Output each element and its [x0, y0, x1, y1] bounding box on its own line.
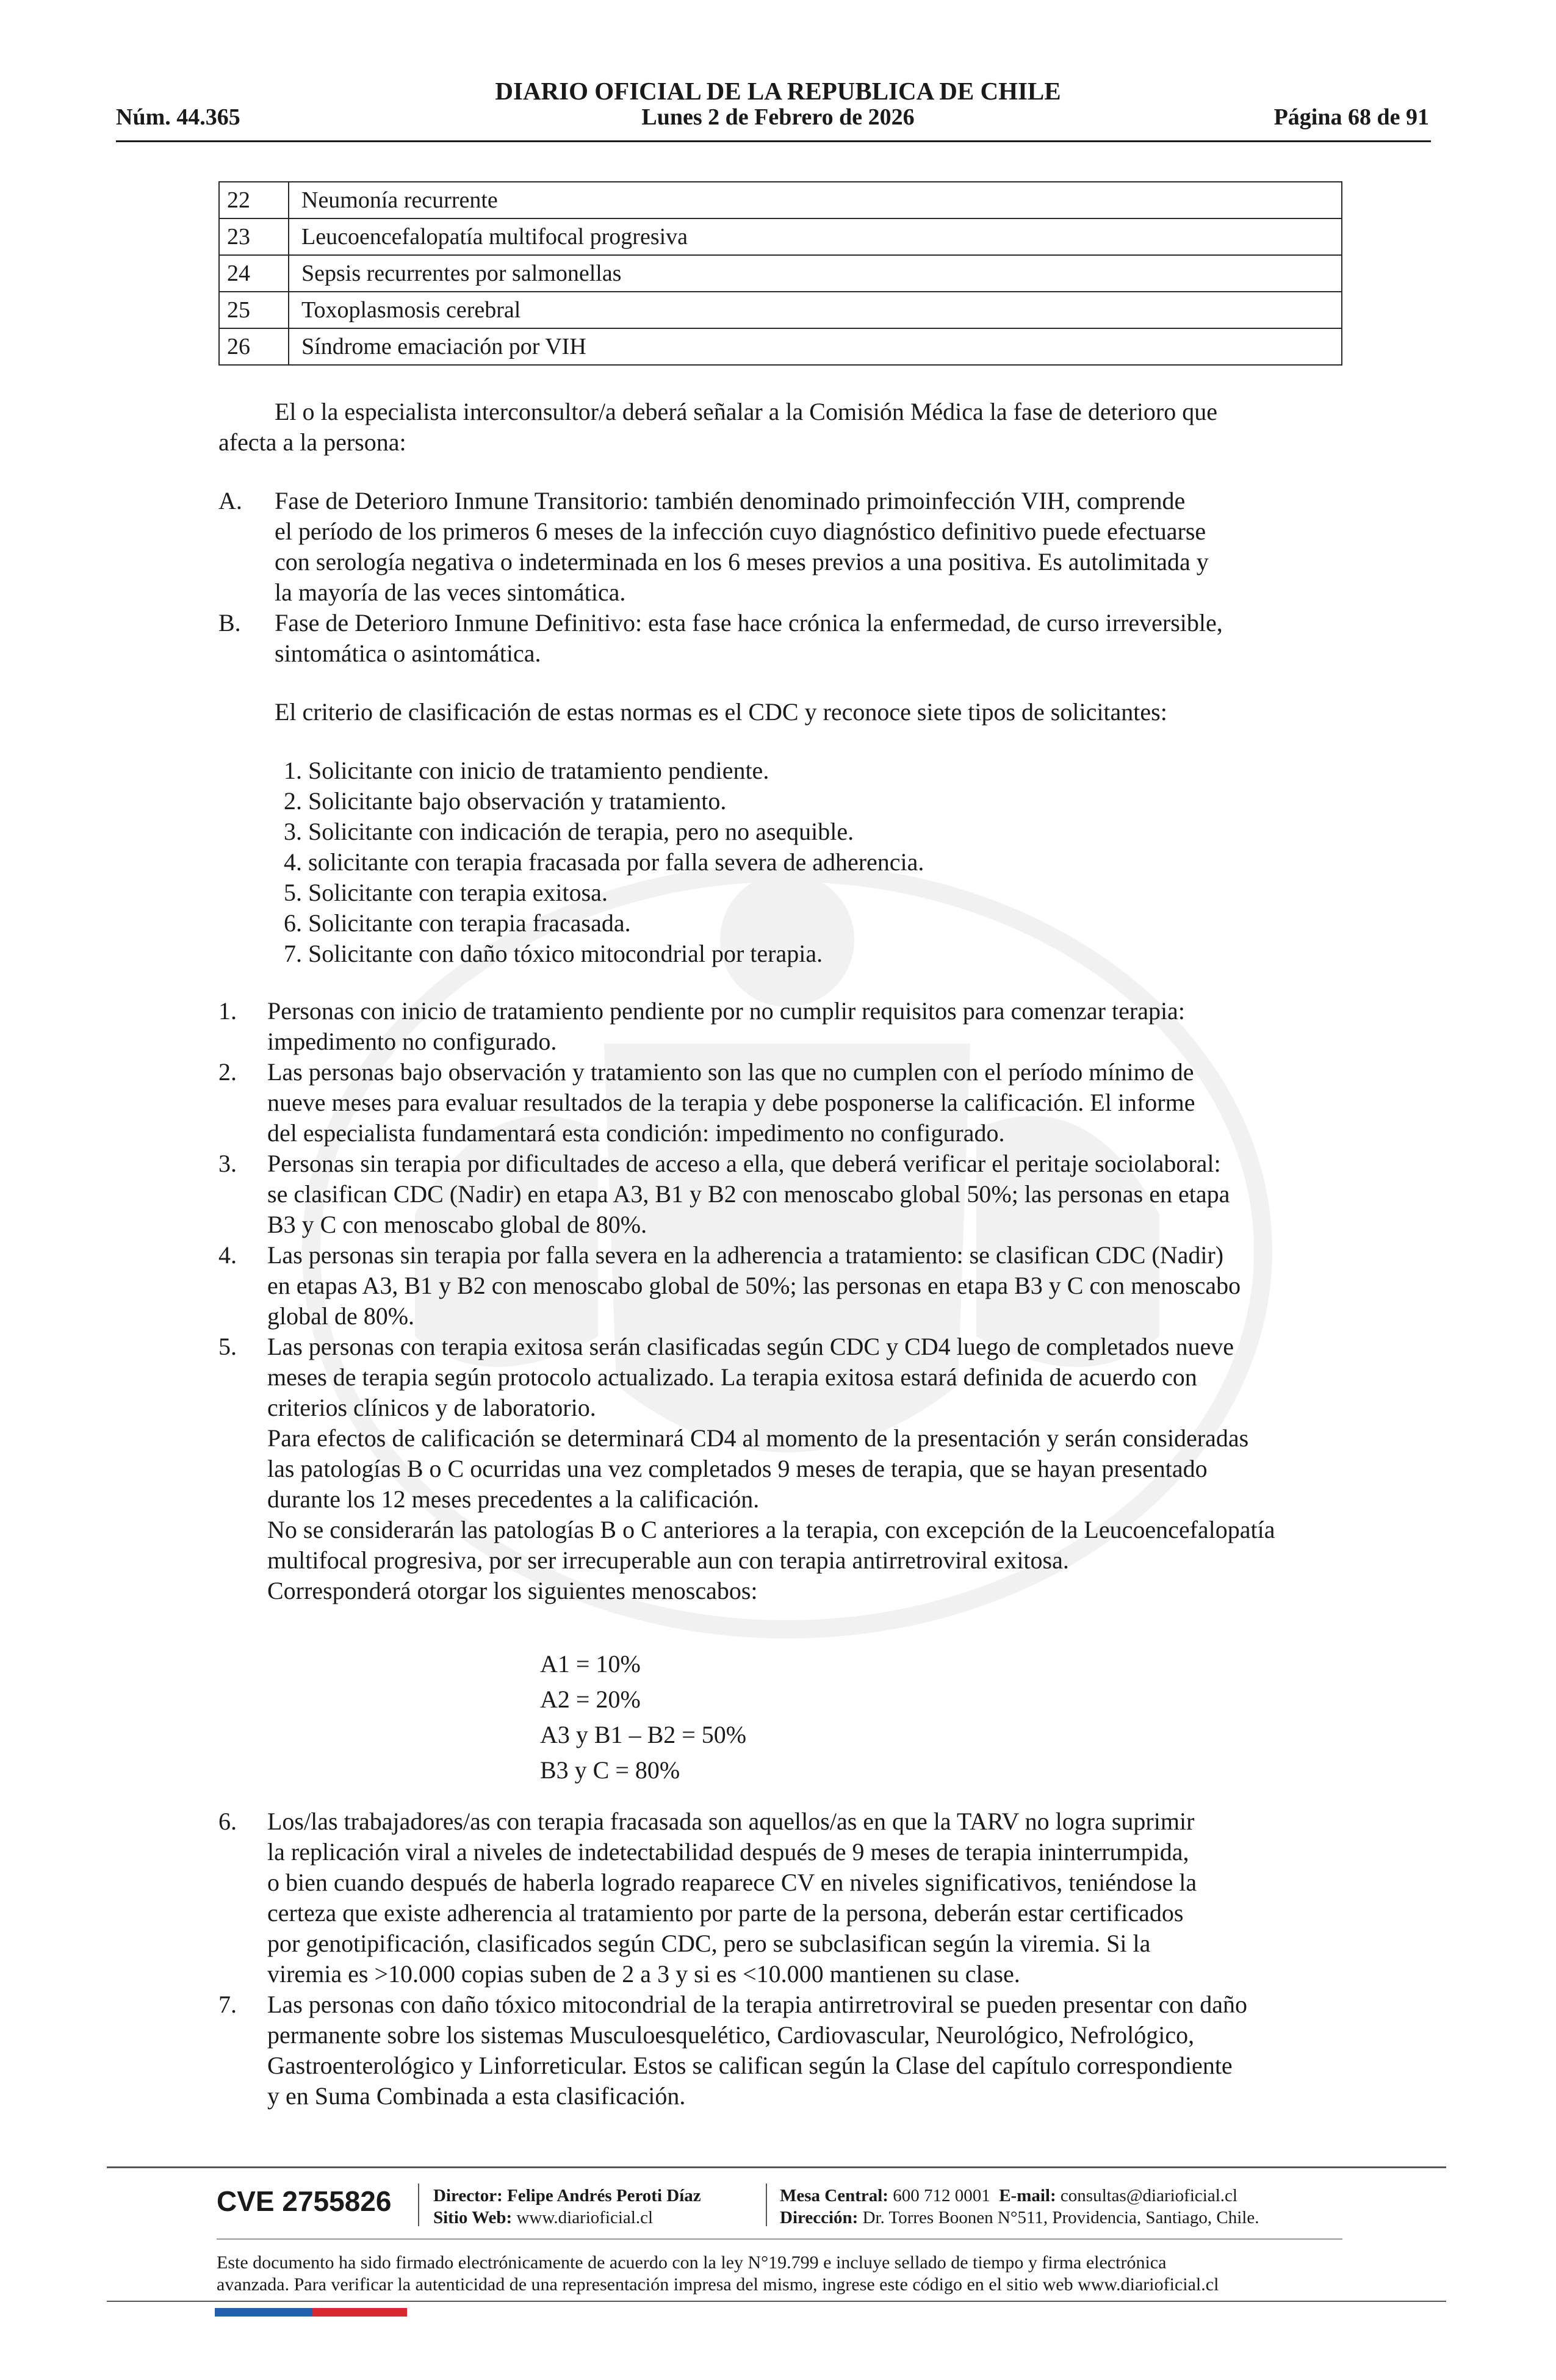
menoscabo-item: A2 = 20% [540, 1686, 641, 1713]
menoscabo-item: A1 = 10% [540, 1650, 641, 1678]
item-marker: 5. [218, 1333, 237, 1360]
item-marker: 3. [218, 1150, 237, 1177]
list-item: 7. Solicitante con daño tóxico mitocondrial por terapia. [284, 940, 823, 967]
row-number: 23 [219, 218, 289, 255]
table-row [219, 218, 1342, 255]
text-line: Gastroenterológico y Linforreticular. Estos se califican según la Clase del capítulo correspondiente [267, 2052, 1233, 2079]
menoscabo-item: A3 y B1 – B2 = 50% [540, 1721, 747, 1748]
text-line: viremia es >10.000 copias suben de 2 a 3 y si es <10.000 mantienen su clase. [267, 1960, 1020, 1988]
header-divider [116, 140, 1431, 142]
footer-contact-block [780, 2185, 1259, 2229]
text-line: Personas sin terapia por dificultades de acceso a ella, que deberá verificar el peritaje sociolaboral: [267, 1150, 1221, 1177]
footer-divider [107, 2166, 1446, 2168]
row-label: Leucoencefalopatía multifocal progresiva [289, 218, 1342, 255]
row-label: Toxoplasmosis cerebral [289, 292, 1342, 328]
row-number: 22 [219, 182, 289, 218]
disease-table [218, 181, 1342, 366]
table-row [219, 328, 1342, 365]
text-line: la replicación viral a niveles de indetectabilidad después de 9 meses de terapia ininterrumpida, [267, 1838, 1189, 1866]
menoscabo-list [540, 1646, 746, 1788]
list-item: 4. solicitante con terapia fracasada por falla severa de adherencia. [284, 848, 924, 876]
criteria-line: El criterio de clasificación de estas normas es el CDC y reconoce siete tipos de solicitantes: [275, 698, 1167, 726]
table-row [219, 182, 1342, 218]
table-row [219, 292, 1342, 328]
address-text: Dr. Torres Boonen N°511, Providencia, Santiago, Chile. [862, 2208, 1259, 2227]
menoscabo-item: B3 y C = 80% [540, 1756, 680, 1784]
item-marker: 6. [218, 1808, 237, 1835]
issue-number: Núm. 44.365 [116, 104, 240, 130]
director-label: Director: [433, 2186, 503, 2205]
page-number: Página 68 de 91 [1273, 104, 1429, 130]
text-line: Las personas sin terapia por falla severa en la adherencia a tratamiento: se clasifican CDC (Nadir) [267, 1241, 1224, 1269]
item-4-text [267, 1240, 1342, 1332]
list-item: 2. Solicitante bajo observación y tratamiento. [284, 787, 727, 815]
row-number: 26 [219, 328, 289, 365]
row-number: 25 [219, 292, 289, 328]
web-link[interactable]: www.diarioficial.cl [516, 2208, 654, 2227]
item-7-text [267, 1989, 1342, 2111]
phone-label: Mesa Central: [780, 2186, 888, 2205]
legal-notice [217, 2252, 1342, 2296]
cve-code: CVE 2755826 [217, 2185, 392, 2217]
footer-separator [766, 2183, 767, 2226]
legal-line: Este documento ha sido firmado electrónicamente de acuerdo con la ley N°19.799 e incluye sellado de tiempo y firma electrónica [217, 2252, 1167, 2273]
intro-line: afecta a la persona: [218, 428, 406, 456]
list-item: 1. Solicitante con inicio de tratamiento pendiente. [284, 757, 769, 784]
table-row [219, 255, 1342, 292]
text-line: Las personas con terapia exitosa serán clasificadas según CDC y CD4 luego de completados nueve [267, 1333, 1234, 1360]
text-line: criterios clínicos y de laboratorio. [267, 1394, 596, 1421]
item-5-text [267, 1332, 1342, 1606]
flag-bar-blue [215, 2308, 312, 2317]
text-line: Fase de Deterioro Inmune Definitivo: esta fase hace crónica la enfermedad, de curso irreversible, [275, 609, 1223, 636]
footer-separator [418, 2183, 419, 2226]
text-line: se clasifican CDC (Nadir) en etapa A3, B1 y B2 con menoscabo global 50%; las personas en etapa [267, 1180, 1230, 1208]
phase-marker: A. [218, 487, 242, 514]
text-line: certeza que existe adherencia al tratamiento por parte de la persona, deberán estar certificados [267, 1899, 1184, 1927]
phone-number: 600 712 0001 [893, 2186, 990, 2205]
text-line: durante los 12 meses precedentes a la calificación. [267, 1485, 760, 1513]
footer-director-block [433, 2185, 701, 2229]
flag-bar-red [312, 2308, 407, 2317]
text-line: o bien cuando después de haberla logrado reaparece CV en niveles significativos, teniéndose la [267, 1869, 1197, 1896]
text-line: Los/las trabajadores/as con terapia fracasada son aquellos/as en que la TARV no logra suprimir [267, 1808, 1195, 1835]
text-line: Las personas con daño tóxico mitocondrial de la terapia antirretroviral se pueden presentar con daño [267, 1991, 1248, 2018]
list-item: 3. Solicitante con indicación de terapia, pero no asequible. [284, 818, 854, 845]
text-line: global de 80%. [267, 1302, 415, 1330]
text-line: B3 y C con menoscabo global de 80%. [267, 1211, 647, 1238]
phase-a-text [275, 486, 1342, 608]
list-item: 5. Solicitante con terapia exitosa. [284, 879, 608, 906]
item-6-text [267, 1806, 1342, 1989]
address-label: Dirección: [780, 2208, 859, 2227]
email-label: E-mail: [999, 2186, 1056, 2205]
item-3-text [267, 1149, 1342, 1240]
phase-marker: B. [218, 609, 241, 636]
item-2-text [267, 1057, 1342, 1149]
legal-line: avanzada. Para verificar la autenticidad de una representación impresa del mismo, ingrese este código en el sitio web www.diarioficial.cl [217, 2274, 1219, 2295]
row-label: Síndrome emaciación por VIH [289, 328, 1342, 365]
text-line: No se considerarán las patologías B o C anteriores a la terapia, con excepción de la Leucoencefalopatía [267, 1516, 1275, 1543]
text-line: por genotipificación, clasificados según CDC, pero se subclasifican según la viremia. Si la [267, 1930, 1151, 1957]
text-line: permanente sobre los sistemas Musculoesquelético, Cardiovascular, Neurológico, Nefrológico, [267, 2021, 1195, 2049]
item-marker: 2. [218, 1058, 237, 1086]
text-line: Las personas bajo observación y tratamiento son las que no cumplen con el período mínimo de [267, 1058, 1194, 1086]
text-line: Fase de Deterioro Inmune Transitorio: también denominado primoinfección VIH, comprende [275, 487, 1186, 514]
newspaper-title: DIARIO OFICIAL DE LA REPUBLICA DE CHILE [495, 77, 1061, 105]
text-line: Corresponderá otorgar los siguientes menoscabos: [267, 1577, 758, 1604]
text-line: la mayoría de las veces sintomática. [275, 579, 626, 606]
item-marker: 4. [218, 1241, 237, 1269]
text-line: del especialista fundamentará esta condición: impedimento no configurado. [267, 1119, 1005, 1147]
item-marker: 7. [218, 1991, 237, 2018]
text-line: Para efectos de calificación se determinará CD4 al momento de la presentación y serán consideradas [267, 1424, 1249, 1452]
text-line: las patologías B o C ocurridas una vez completados 9 meses de terapia, que se hayan presentado [267, 1455, 1208, 1482]
text-line: meses de terapia según protocolo actualizado. La terapia exitosa estará definida de acuerdo con [267, 1363, 1197, 1391]
text-line: Personas con inicio de tratamiento pendiente por no cumplir requisitos para comenzar terapia: [267, 997, 1185, 1025]
text-line: con serología negativa o indeterminada en los 6 meses previos a una positiva. Es autolimitada y [275, 548, 1209, 575]
row-number: 24 [219, 255, 289, 292]
text-line: nueve meses para evaluar resultados de la terapia y debe posponerse la calificación. El informe [267, 1089, 1195, 1116]
phase-b-text [275, 608, 1342, 669]
text-line: multifocal progresiva, por ser irrecuperable aun con terapia antirretroviral exitosa. [267, 1546, 1069, 1574]
item-marker: 1. [218, 997, 237, 1025]
text-line: sintomática o asintomática. [275, 640, 541, 667]
text-line: el período de los primeros 6 meses de la infección cuyo diagnóstico definitivo puede efectuarse [275, 517, 1206, 545]
intro-line: El o la especialista interconsultor/a deberá señalar a la Comisión Médica la fase de deterioro que [275, 398, 1217, 425]
list-item: 6. Solicitante con terapia fracasada. [284, 909, 631, 937]
text-line: y en Suma Combinada a esta clasificación. [267, 2082, 686, 2110]
footer-divider [107, 2301, 1446, 2302]
issue-date: Lunes 2 de Febrero de 2026 [641, 104, 915, 130]
director-name: Felipe Andrés Peroti Díaz [507, 2186, 701, 2205]
text-line: impedimento no configurado. [267, 1028, 557, 1055]
email-link[interactable]: consultas@diarioficial.cl [1060, 2186, 1237, 2205]
row-label: Sepsis recurrentes por salmonellas [289, 255, 1342, 292]
web-label: Sitio Web: [433, 2208, 513, 2227]
row-label: Neumonía recurrente [289, 182, 1342, 218]
types-list [284, 755, 924, 969]
text-line: en etapas A3, B1 y B2 con menoscabo global de 50%; las personas en etapa B3 y C con menoscabo [267, 1272, 1241, 1299]
footer-divider [217, 2238, 1342, 2240]
item-1-text [267, 996, 1342, 1057]
intro-paragraph [218, 397, 1342, 458]
